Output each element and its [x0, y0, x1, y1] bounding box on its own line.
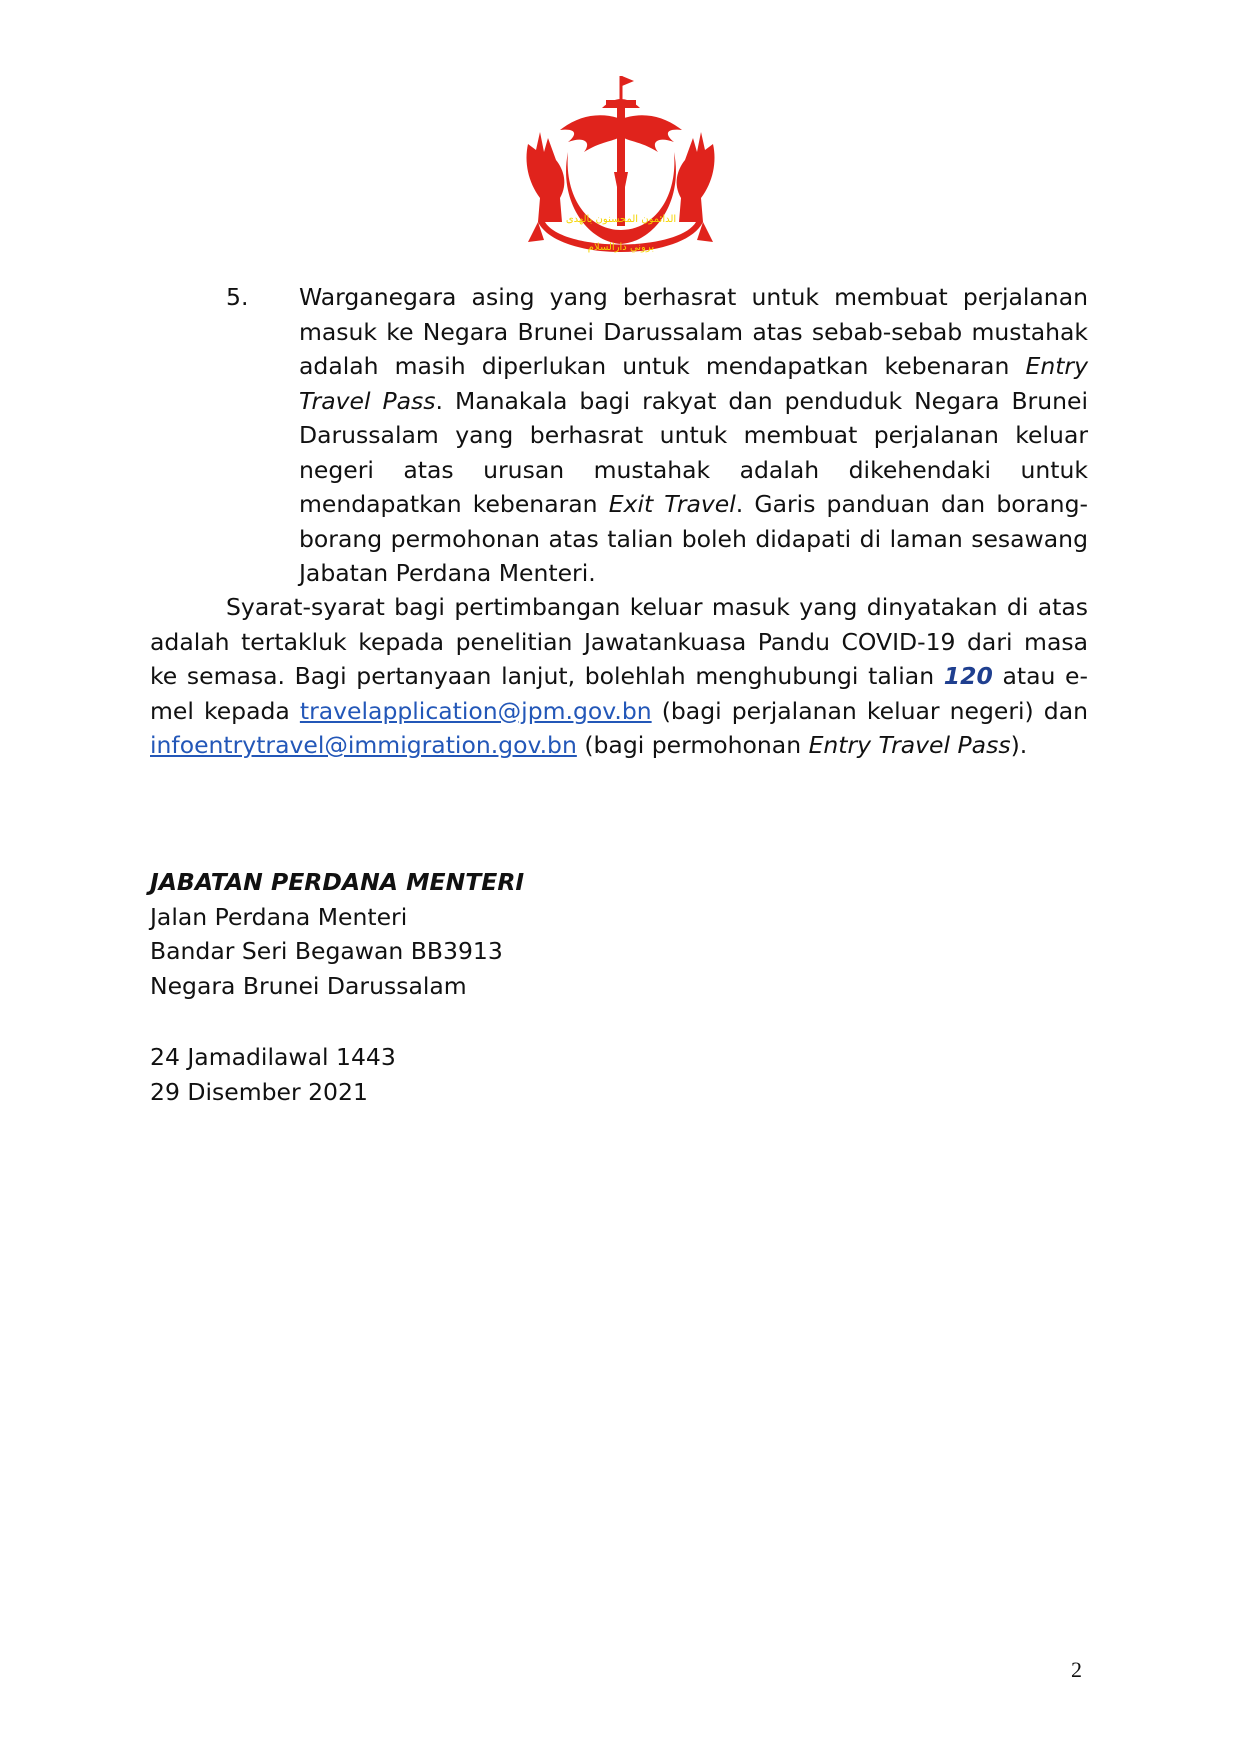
paragraph-5-body [299, 280, 1088, 591]
address-line-2: Bandar Seri Begawan BB3913 [150, 937, 503, 965]
crest-inscription-bottom: بروني دارالسلام [587, 242, 655, 253]
crest-right-wing [624, 115, 682, 152]
paragraph-5-exit-travel: Exit Travel [608, 490, 736, 518]
issuing-organization: JABATAN PERDANA MENTERI [150, 868, 525, 896]
address-line-3: Negara Brunei Darussalam [150, 971, 467, 1000]
address-line-1: Jalan Perdana Menteri [150, 902, 408, 931]
hijri-date: 24 Jamadilawal 1443 [150, 1043, 396, 1071]
paragraph-5-text-3: . Garis panduan dan borang-borang permohonan atas talian boleh didapati di laman sesawang Jabatan Perdana Menteri. [299, 490, 1088, 587]
email-link-travelapplication[interactable]: travelapplication@jpm.gov.bn [299, 696, 652, 725]
paragraph-number: 5. [226, 283, 249, 311]
closing-text-1: Syarat-syarat bagi pertimbangan keluar masuk yang dinyatakan di atas adalah tertakluk kepada penelitian Jawatankuasa Pandu COVID-19 dari masa ke semasa. Bagi pertanyaan lanjut, bolehlah menghubungi talian [150, 593, 1088, 690]
closing-text-2: atau e-mel kepada [150, 662, 1088, 725]
gregorian-date: 29 Disember 2021 [150, 1077, 368, 1106]
crest-flag [622, 76, 634, 86]
closing-entry-travel-pass: Entry Travel Pass [808, 731, 1011, 759]
closing-text-3: (bagi perjalanan keluar negeri) dan [651, 696, 1088, 725]
crest-central-mast [617, 108, 625, 226]
signature-block [150, 865, 850, 1003]
brunei-crest-emblem [518, 72, 723, 272]
crest-left-wing [560, 115, 618, 152]
email-link-infoentrytravel[interactable]: infoentrytravel@immigration.gov.bn [150, 731, 577, 759]
closing-paragraph [150, 590, 1088, 763]
crest-left-hand [527, 132, 565, 222]
crest-inscription-top: الدائمون المحسنون بالهدى [565, 214, 677, 225]
hotline-number: 120 [943, 662, 993, 690]
date-block [150, 1040, 396, 1109]
closing-text-4: (bagi permohonan [576, 731, 809, 759]
paragraph-5-text-1: Warganegara asing yang berhasrat untuk membuat perjalanan masuk ke Negara Brunei Darussalam atas sebab-sebab mustahak adalah masih diperlukan untuk mendapatkan kebenaran [299, 283, 1088, 380]
page-number: 2 [1071, 1657, 1082, 1682]
crest-right-hand [677, 132, 715, 222]
closing-text-5: ). [1010, 731, 1028, 759]
paragraph-5-entry-travel-pass: Entry Travel Pass [299, 352, 1088, 415]
paragraph-5-text-2: . Manakala bagi rakyat dan penduduk Negara Brunei Darussalam yang berhasrat untuk membuat perjalanan keluar negeri atas urusan mustahak adalah dikehendaki untuk mendapatkan kebenaran [299, 386, 1088, 518]
